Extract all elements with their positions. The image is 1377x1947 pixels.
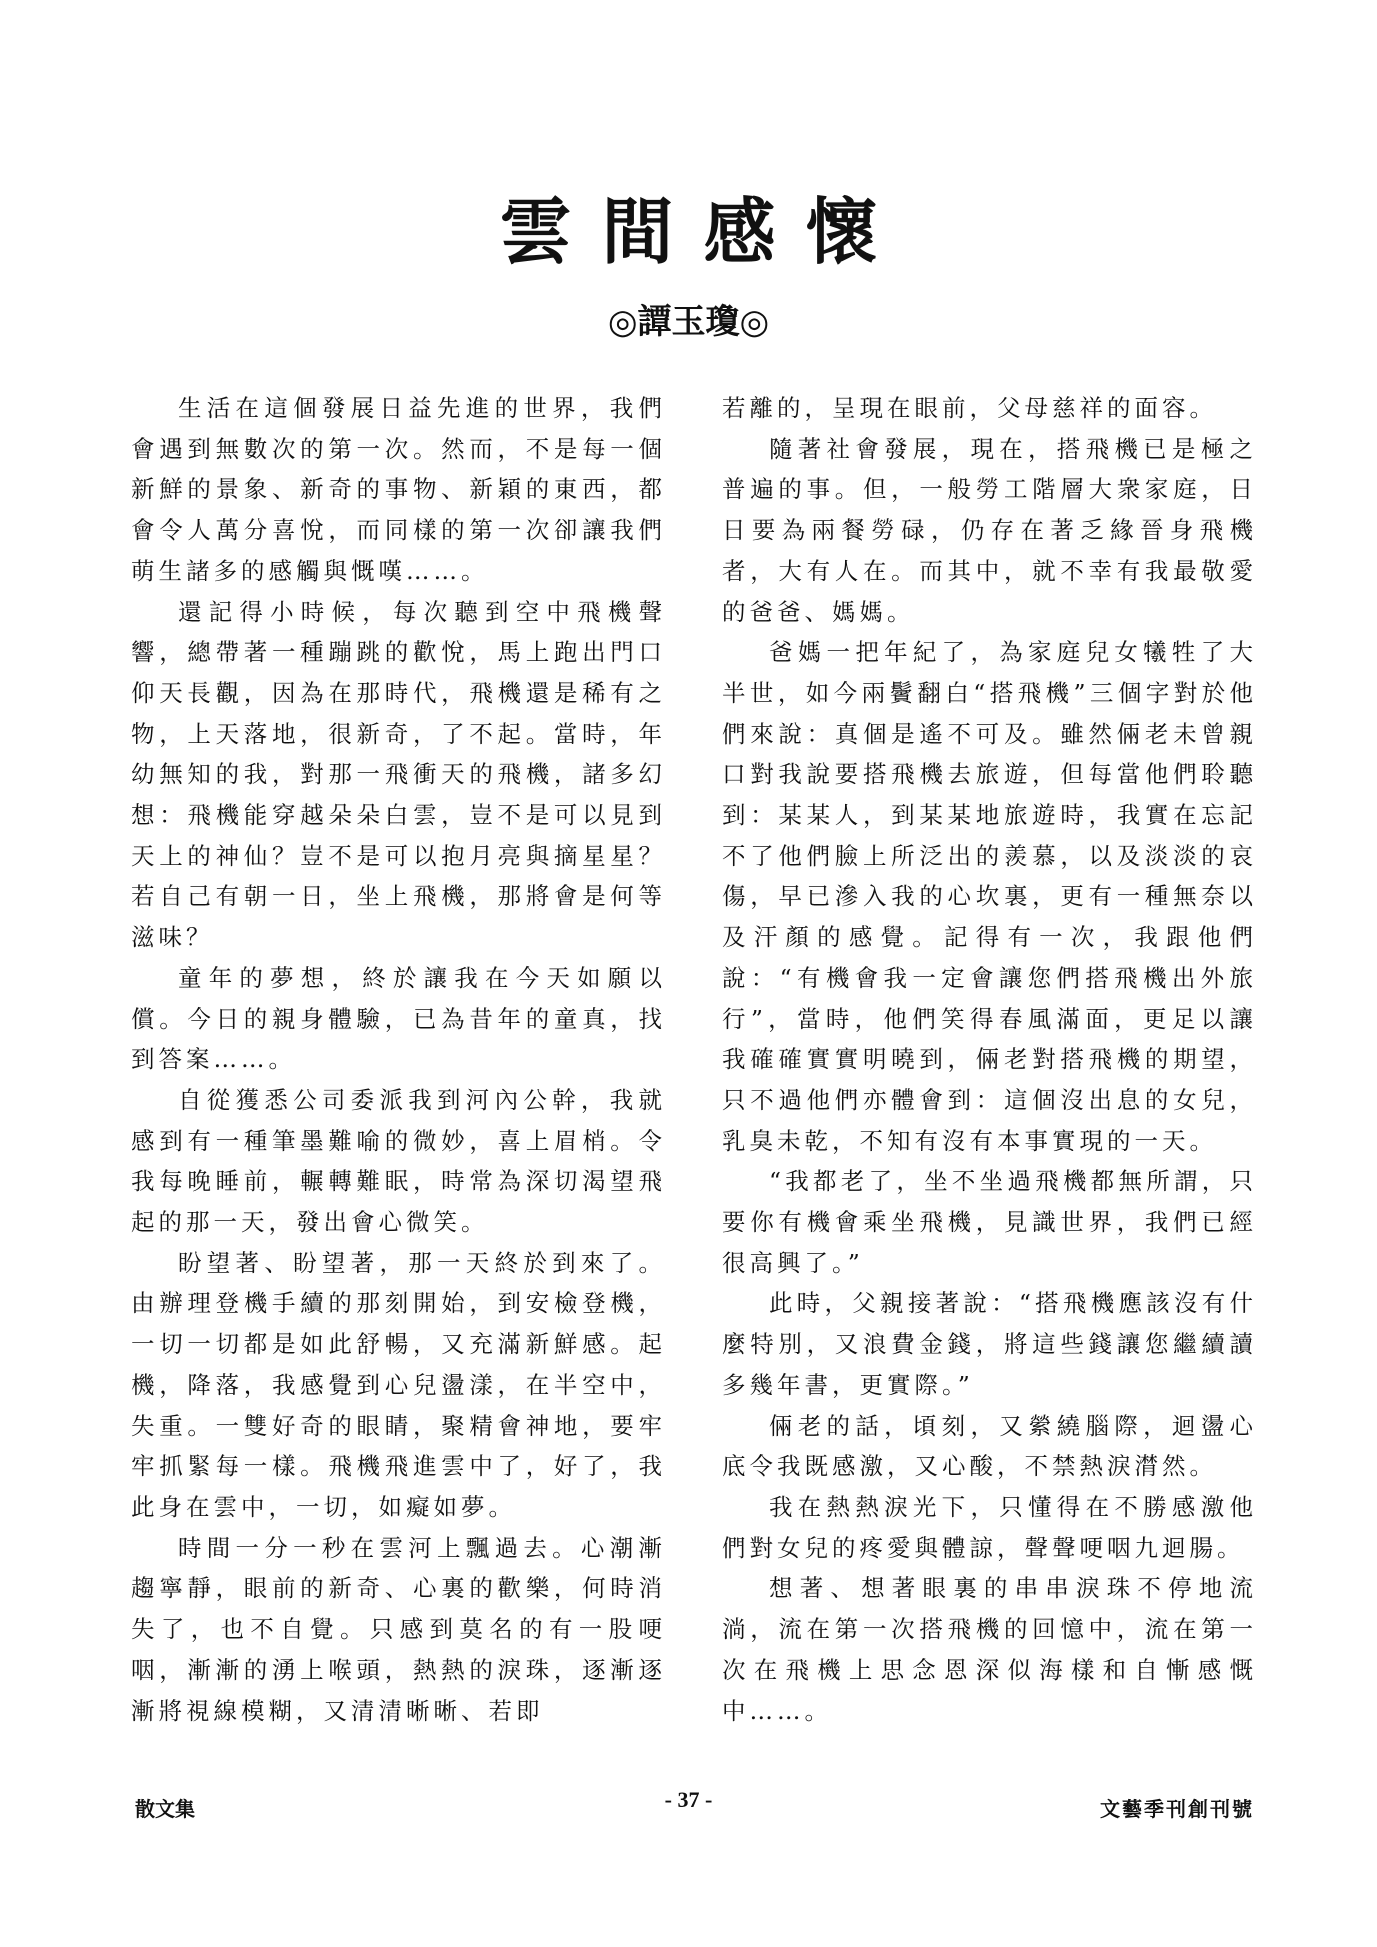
paragraph: 倆老的話，頃刻，又縈繞腦際，迴盪心底令我既感激，又心酸，不禁熱淚潸然。 (722, 1411, 1257, 1481)
right-text-column (722, 388, 1257, 1731)
paragraph: 自從獲悉公司委派我到河內公幹，我就感到有一種筆墨難喻的微妙，喜上眉梢。令我每晚睡前，輾轉難眠，時常為深切渴望飛起的那一天，發出會心微笑。 (131, 1085, 666, 1237)
paragraph: 時間一分一秒在雲河上飄過去。心潮漸趨寧靜，眼前的新奇、心裏的歡樂，何時消失了，也不自覺。只感到莫名的有一股哽咽，漸漸的湧上喉頭，熱熱的淚珠，逐漸逐漸將視線模糊，又清清晰晰、若即 (131, 1533, 666, 1725)
paragraph: 生活在這個發展日益先進的世界，我們會遇到無數次的第一次。然而，不是每一個新鮮的景象、新奇的事物、新穎的東西，都會令人萬分喜悅，而同樣的第一次卻讓我們萌生諸多的感觸與慨嘆……。 (131, 394, 666, 585)
paragraph: 想著、想著眼裏的串串淚珠不停地流淌，流在第一次搭飛機的回憶中，流在第一次在飛機上思念恩深似海樣和自慚感慨中……。 (722, 1574, 1257, 1725)
footer-section-label: 散文集 (135, 1797, 195, 1821)
paragraph-continuation: 若離的，呈現在眼前，父母慈祥的面容。 (722, 394, 1217, 422)
paragraph: 隨著社會發展，現在，搭飛機已是極之普遍的事。但，一般勞工階層大衆家庭，日日要為兩餐勞碌，仍存在著乏緣晉身飛機者，大有人在。而其中，就不幸有我最敬愛的爸爸、媽媽。 (722, 434, 1257, 626)
footer-publication-label: 文藝季刊創刊號 (1100, 1797, 1254, 1821)
paragraph: 我在熱熱淚光下，只懂得在不勝感激他們對女兒的疼愛與體諒，聲聲哽咽九迴腸。 (722, 1492, 1257, 1562)
paragraph: 還記得小時候，每次聽到空中飛機聲響，總帶著一種蹦跳的歡悅，馬上跑出門口仰天長觀，因為在那時代，飛機還是稀有之物，上天落地，很新奇，了不起。當時，年幼無知的我，對那一飛衝天的飛機，諸多幻想：飛機能穿越朵朵白雲，豈不是可以見到天上的神仙？豈不是可以抱月亮與摘星星？若自己有朝一日，坐上飛機，那將會是何等滋味？ (131, 597, 666, 952)
left-text-column (131, 388, 666, 1731)
paragraph: “我都老了，坐不坐過飛機都無所謂，只要你有機會乘坐飛機，見識世界，我們已經很高興了。” (722, 1167, 1257, 1277)
paragraph: 爸媽一把年紀了，為家庭兒女犧牲了大半世，如今兩鬢翻白“搭飛機”三個字對於他們來說：真個是遙不可及。雖然倆老未曾親口對我說要搭飛機去旅遊，但每當他們聆聽到：某某人，到某某地旅遊時，我實在忘記不了他們臉上所泛出的羨慕，以及淡淡的哀傷，早已滲入我的心坎裏，更有一種無奈以及汗顏的感覺。記得有一次，我跟他們說：“有機會我一定會讓您們搭飛機出外旅行”，當時，他們笑得春風滿面，更足以讓我確確實實明曉到，倆老對搭飛機的期望，只不過他們亦體會到：這個沒出息的女兒，乳臭未乾，不知有沒有本事實現的一天。 (722, 638, 1257, 1155)
paragraph: 童年的夢想，終於讓我在今天如願以償。今日的親身體驗，已為昔年的童真，找到答案……。 (131, 963, 666, 1074)
paragraph: 此時，父親接著說：“搭飛機應該沒有什麼特別，又浪費金錢，將這些錢讓您繼續讀多幾年書，更實際。” (722, 1289, 1257, 1399)
article-title: 雲間感懷 (499, 189, 908, 274)
author-byline: ◎譚玉瓊◎ (607, 302, 770, 342)
paragraph: 盼望著、盼望著，那一天終於到來了。由辦理登機手續的那刻開始，到安檢登機，一切一切都是如此舒暢，又充滿新鮮感。起機，降落，我感覺到心兒盪漾，在半空中，失重。一雙好奇的眼睛，聚精會神地，要牢牢抓緊每一樣。飛機飛進雲中了，好了，我此身在雲中，一切，如癡如夢。 (131, 1248, 666, 1521)
page-number: - 37 - (664, 1787, 713, 1812)
